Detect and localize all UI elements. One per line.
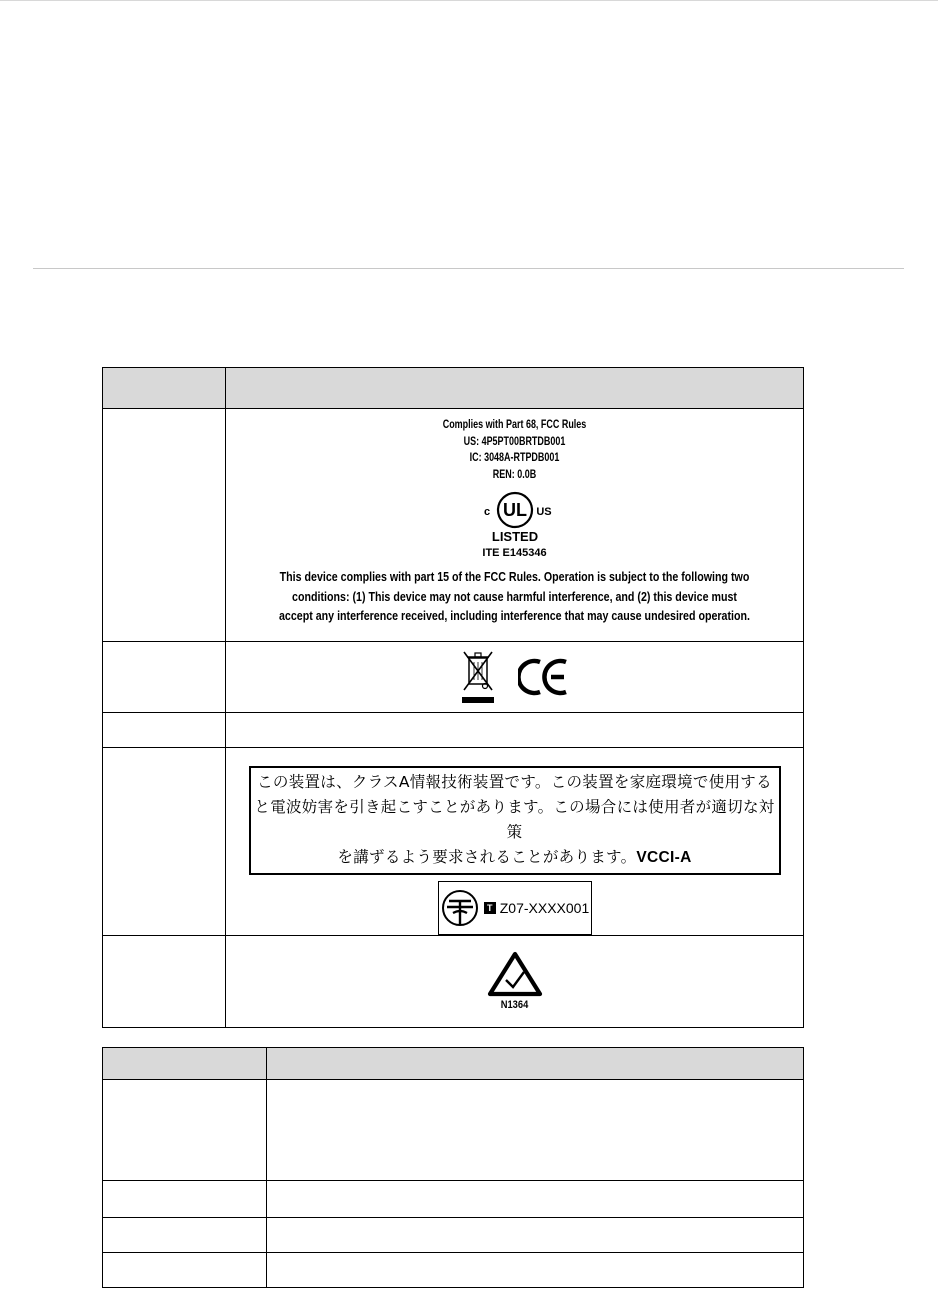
row-label-cell: [103, 936, 226, 1028]
table-header-row: [103, 1048, 804, 1080]
table-row: [103, 748, 804, 936]
rcm-cell: [226, 936, 804, 1028]
top-rule: [0, 0, 938, 1]
table-row: [103, 936, 804, 1028]
fcc-line: REN: 0.0B: [492, 468, 537, 481]
fcc-statement-line: This device complies with part 15 of the FCC Rules. Operation is subject to the following two: [279, 569, 750, 584]
table-cell: [267, 1218, 804, 1253]
table-row: [103, 1253, 804, 1288]
row-label-cell: [103, 642, 226, 713]
telec-t-badge: T: [484, 902, 496, 914]
table-row: [103, 713, 804, 748]
table-cell: [103, 1253, 267, 1288]
fcc-line: IC: 3048A-RTPDB001: [469, 452, 560, 464]
row-label-cell: [103, 409, 226, 642]
fcc-statement-line: conditions: (1) This device may not cause harmful interference, and (2) this device must: [292, 588, 737, 604]
row-label-cell: [103, 713, 226, 748]
ul-text: UL: [502, 500, 527, 520]
header-cell: [103, 1048, 267, 1080]
table-cell: [103, 1080, 267, 1181]
fcc-line: Complies with Part 68, FCC Rules: [442, 419, 587, 431]
fcc-line: US: 4P5PT00BRTDB001: [463, 435, 566, 448]
ul-file-number: ITE E145346: [482, 547, 547, 559]
table-row: [103, 1218, 804, 1253]
vcci-notice-box: [249, 766, 781, 875]
vcci-telec-cell: [226, 748, 804, 936]
row-label-cell: [103, 748, 226, 936]
header-cell: [103, 368, 226, 409]
fcc-label-cell: [226, 409, 804, 642]
weee-ce-cell: [226, 642, 804, 713]
ul-us-text: US: [535, 506, 552, 518]
telec-mark-box: [438, 881, 592, 935]
table-row: [103, 642, 804, 713]
regulatory-marks-table: [102, 367, 804, 1028]
giteki-mark-icon: [440, 888, 480, 928]
table-header-row: [103, 368, 804, 409]
rcm-supplier-code: N1364: [500, 999, 529, 1011]
rcm-tick-mark-icon: [486, 950, 544, 998]
weee-crossed-bin-icon: [460, 648, 496, 706]
table-row: [103, 1080, 804, 1181]
header-cell: [267, 1048, 804, 1080]
fcc-statement: [278, 567, 751, 626]
table-row: [103, 1181, 804, 1218]
vcci-class-mark: VCCI-A: [636, 849, 692, 866]
section-divider: [33, 268, 904, 269]
telec-code: Z07-XXXX001: [499, 900, 590, 916]
vcci-line: と電波妨害を引き起こすことがあります。この場合には使用者が適切な対策: [254, 798, 775, 841]
ul-logo-icon: [455, 485, 575, 549]
vcci-line-3: [251, 845, 779, 870]
ul-c-text: c: [483, 506, 490, 518]
ce-mark-icon: [518, 656, 570, 698]
ul-listed-mark: [455, 485, 575, 549]
table-cell: [267, 1253, 804, 1288]
fcc-label: [226, 417, 803, 626]
table-cell: [103, 1218, 267, 1253]
table-row: [103, 409, 804, 642]
vcci-line: この装置は、クラスA情報技術装置です。この装置を家庭環境で使用する: [257, 773, 772, 791]
table-cell: [267, 1181, 804, 1218]
table-cell: [267, 1080, 804, 1181]
vcci-line: を講ずるよう要求されることがあります。: [337, 848, 637, 866]
header-cell: [226, 368, 804, 409]
fcc-statement-line: accept any interference received, including interference that may cause undesired operation.: [279, 608, 750, 623]
ul-listed-text: LISTED: [491, 529, 538, 544]
specification-table: [102, 1047, 804, 1288]
row-content-cell: [226, 713, 804, 748]
table-cell: [103, 1181, 267, 1218]
